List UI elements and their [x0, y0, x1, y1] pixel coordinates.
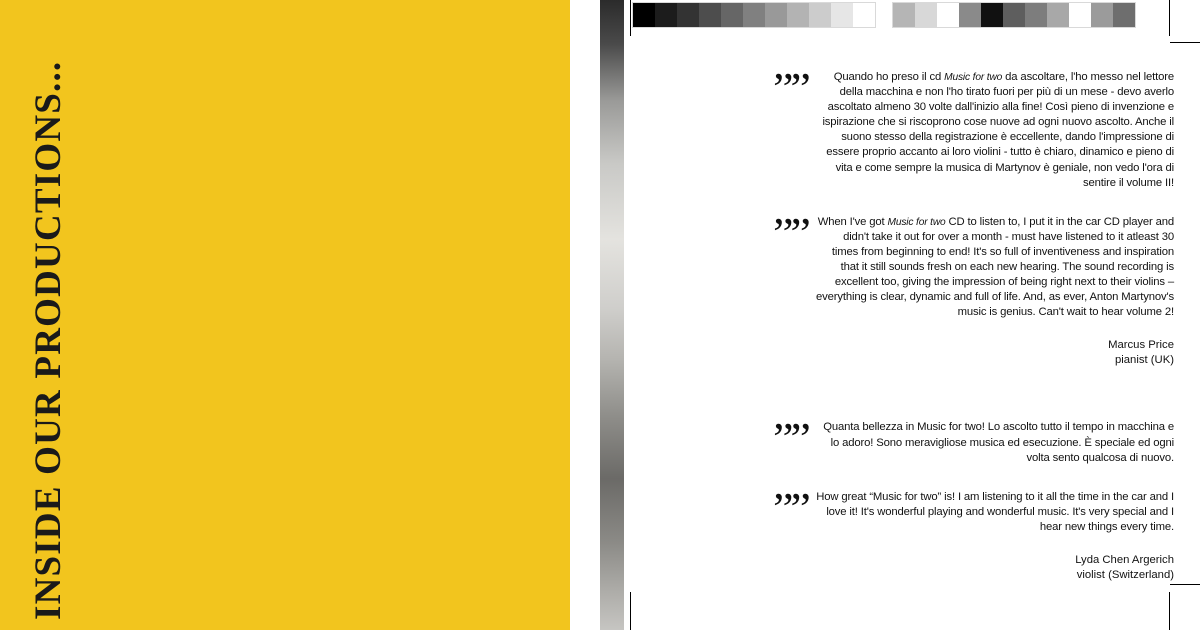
color-swatch — [677, 3, 699, 27]
color-swatch — [1113, 3, 1135, 27]
color-swatch — [787, 3, 809, 27]
crop-mark-right-upper — [1170, 42, 1200, 43]
quote-italian-2 — [773, 414, 1174, 465]
color-swatch — [1003, 3, 1025, 27]
attribution-2 — [774, 553, 1174, 583]
testimonials-container — [773, 64, 1174, 583]
quote-italian-1 — [773, 64, 1174, 191]
color-swatch — [633, 3, 655, 27]
color-swatch — [765, 3, 787, 27]
vertical-title — [0, 0, 96, 630]
color-swatch — [831, 3, 853, 27]
color-bar-left — [632, 2, 876, 28]
color-swatch — [809, 3, 831, 27]
quote-english-2 — [773, 483, 1174, 535]
quote-text-part-1: When I've got — [817, 215, 888, 228]
spine-photo-strip — [600, 0, 624, 630]
crop-mark-top-left — [630, 0, 631, 36]
crop-mark-right-lower — [1170, 584, 1200, 585]
quote-mark-icon: ”” — [773, 414, 808, 464]
color-swatch — [699, 3, 721, 27]
quote-mark-icon: ”” — [773, 208, 808, 258]
color-swatch — [937, 3, 959, 27]
attribution-1 — [774, 338, 1174, 368]
color-bar-right — [892, 2, 1136, 28]
crop-mark-top-right — [1169, 0, 1170, 36]
album-title: Music for two — [887, 216, 946, 228]
attribution-role: violist (Switzerland) — [1076, 568, 1174, 581]
attribution-name: Lyda Chen Argerich — [1075, 553, 1174, 566]
crop-mark-bottom-left — [630, 592, 631, 630]
vertical-title-text: INSIDE OUR PRODUCTIONS... — [27, 60, 69, 620]
quote-text — [814, 215, 1174, 321]
color-swatch — [1025, 3, 1047, 27]
left-yellow-panel — [0, 0, 570, 630]
quote-english-1 — [773, 208, 1174, 321]
quote-text: How great “Music for two” is! I am listening to it all the time in the car and I love it! It's wonderful playing and wonderful music. It's very special and I hear new things every time. — [816, 490, 1174, 533]
quote-mark-icon: ”” — [773, 483, 808, 533]
quote-mark-icon: ”” — [773, 64, 808, 113]
quote-text: Quanta bellezza in Music for two! Lo ascolto tutto il tempo in macchina e lo adoro! Sono meravigliose musica ed esecuzione. È speciale ed ogni volta sento qualcosa di nuovo. — [823, 421, 1174, 464]
color-swatch — [893, 3, 915, 27]
color-swatch — [655, 3, 677, 27]
right-page — [624, 0, 1200, 630]
color-swatch — [1047, 3, 1069, 27]
crop-mark-bottom-right — [1169, 592, 1170, 630]
color-swatch — [1069, 3, 1091, 27]
quote-text — [814, 70, 1174, 191]
color-swatch — [915, 3, 937, 27]
attribution-role: pianist (UK) — [1114, 354, 1174, 367]
quote-text-part-2: da ascoltare, l'ho messo nel lettore della macchina e non l'ho tirato fuori per più di un mese - devo averlo ascoltato almeno 30 volte dall'inizio alla fine! Così pieno di invenzione e ispirazione che si riscoprono cose nuove ad ogni nuovo ascolto. Anche il suono stesso della registrazione è eccellente, dando l'impressione di essere proprio accanto ai loro violini - tutto è chiaro, dinamico e pieno di vita e come sempre la musica di Martynov è geniale, non vedo l'ora di sentire il volume II! — [822, 71, 1174, 189]
attribution-name: Marcus Price — [1108, 339, 1174, 352]
color-swatch — [721, 3, 743, 27]
album-title: Music for two — [944, 72, 1003, 83]
quote-text-part-2: CD to listen to, I put it in the car CD player and didn't take it out for over a month - must have listened to it atleast 30 times from beginning to end! It's so full of inventiveness and inspiration that it still sounds fresh on each new hearing. The sound recording is excellent too, giving the impression of being right next to their violins – everything is clear, dynamic and full of life. And, as ever, Anton Martynov's music is genius. Can't wait to hear volume 2! — [816, 215, 1174, 319]
color-swatch — [853, 3, 875, 27]
color-swatch — [959, 3, 981, 27]
color-swatch — [743, 3, 765, 27]
color-swatch — [1091, 3, 1113, 27]
color-swatch — [981, 3, 1003, 27]
quote-text-part-1: Quando ho preso il cd — [833, 71, 945, 83]
